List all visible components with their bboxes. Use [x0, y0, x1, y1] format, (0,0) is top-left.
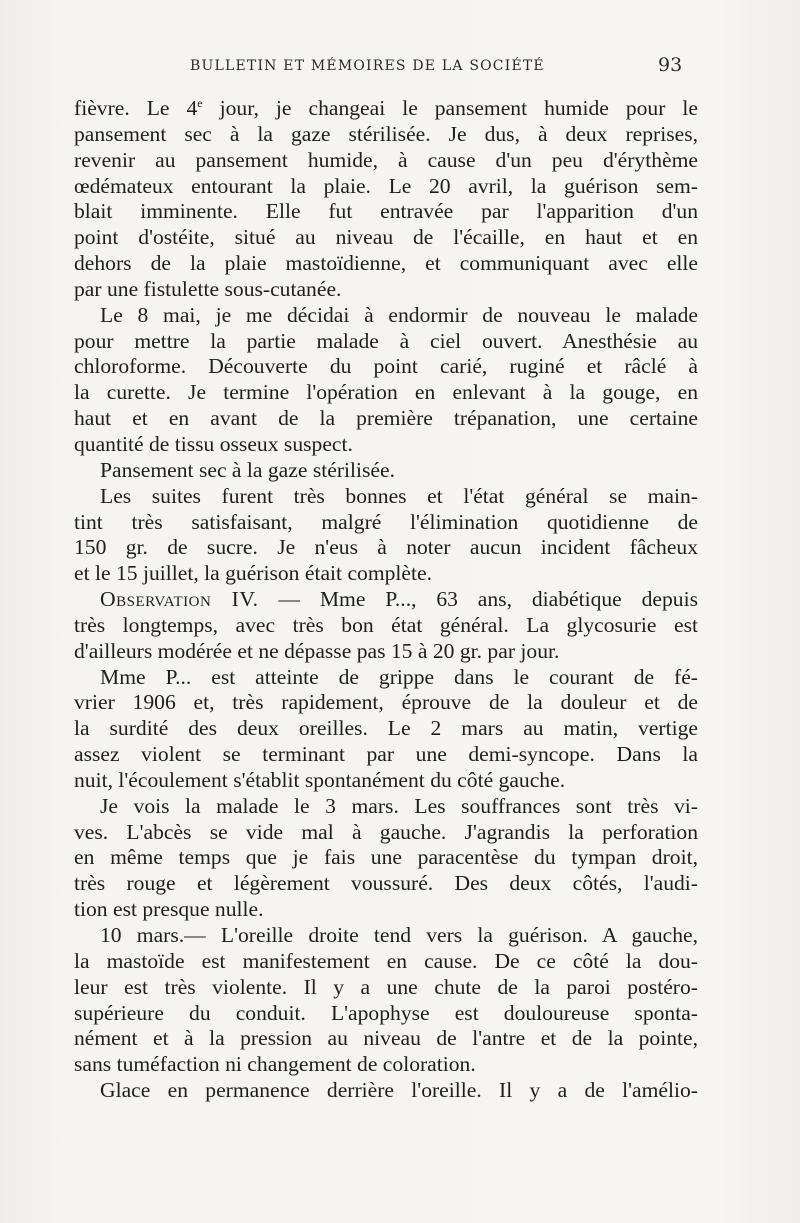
- text-line: haut et en avant de la première trépanation, une certaine: [74, 406, 698, 431]
- text-line: quantité de tissu osseux suspect.: [74, 431, 353, 456]
- text-line: en même temps que je fais une paracentèse du tympan droit,: [74, 845, 698, 870]
- text-line: fièvre. Le 4e jour, je changeai le pansement humide pour le: [74, 96, 698, 120]
- text-line: 150 gr. de sucre. Je n'eus à noter aucun incident fâcheux: [74, 535, 698, 560]
- running-head: [0, 54, 800, 82]
- text-line: blait imminente. Elle fut entravée par l'apparition d'un: [74, 199, 698, 224]
- text-line: nuit, l'écoulement s'établit spontanément du côté gauche.: [74, 767, 566, 792]
- text-line: ves. L'abcès se vide mal à gauche. J'agrandis la perforation: [74, 819, 698, 844]
- text-line: tion est presque nulle.: [74, 897, 264, 922]
- text-line: par une fistulette sous-cutanée.: [74, 276, 342, 301]
- text-line: Mme P... est atteinte de grippe dans le courant de fé-: [100, 664, 698, 689]
- text-line: point d'ostéite, situé au niveau de l'écaille, en haut et en: [74, 225, 698, 250]
- text-line: sans tuméfaction ni changement de coloration.: [74, 1052, 476, 1077]
- text-line: la mastoïde est manifestement en cause. De ce côté la dou-: [74, 948, 698, 973]
- text-line: nément et à la pression au niveau de l'antre et de la pointe,: [74, 1026, 698, 1051]
- text-line: assez violent se terminant par une demi-syncope. Dans la: [74, 742, 698, 767]
- text-line: supérieure du conduit. L'apophyse est douloureuse sponta-: [74, 1000, 698, 1025]
- text-line: tint très satisfaisant, malgré l'élimination quotidienne de: [74, 509, 698, 534]
- page-number: 93: [658, 54, 683, 76]
- text-line: dehors de la plaie mastoïdienne, et communiquant avec elle: [74, 251, 698, 276]
- text-line: pansement sec à la gaze stérilisée. Je dus, à deux reprises,: [74, 121, 698, 146]
- observation-heading-line: Observation IV. — Mme P..., 63 ans, diabétique depuis: [100, 587, 698, 612]
- text-line: Les suites furent très bonnes et l'état général se main-: [100, 483, 698, 508]
- text-line: Pansement sec à la gaze stérilisée.: [100, 457, 395, 482]
- text-line: Glace en permanence derrière l'oreille. Il y a de l'amélio-: [100, 1078, 698, 1103]
- text-line: la surdité des deux oreilles. Le 2 mars au matin, vertige: [74, 716, 698, 741]
- text-line: chloroforme. Découverte du point carié, ruginé et râclé à: [74, 354, 698, 379]
- text-line: œdémateux entourant la plaie. Le 20 avril, la guérison sem-: [74, 173, 698, 198]
- text-line: très longtemps, avec très bon état général. La glycosurie est: [74, 612, 698, 637]
- text-line: et le 15 juillet, la guérison était complète.: [74, 561, 432, 586]
- text-line: leur est très violente. Il y a une chute de la paroi postéro-: [74, 974, 698, 999]
- text-line: 10 mars.— L'oreille droite tend vers la guérison. A gauche,: [100, 923, 698, 947]
- observation-heading: Observation IV.: [100, 587, 259, 612]
- text-line: très rouge et légèrement voussuré. Des deux côtés, l'audi-: [74, 871, 698, 896]
- text-line: d'ailleurs modérée et ne dépasse pas 15 à 20 gr. par jour.: [74, 638, 560, 663]
- text-line: la curette. Je termine l'opération en enlevant à la gouge, en: [74, 380, 698, 405]
- body-text: [74, 96, 698, 1104]
- text-line: Le 8 mai, je me décidai à endormir de nouveau le malade: [100, 302, 698, 327]
- text-line: Je vois la malade le 3 mars. Les souffrances sont très vi-: [100, 793, 698, 818]
- text-line: vrier 1906 et, très rapidement, éprouve de la douleur et de: [74, 690, 698, 715]
- running-title: BULLETIN ET MÉMOIRES DE LA SOCIÉTÉ: [190, 58, 545, 74]
- text-line: pour mettre la partie malade à ciel ouvert. Anesthésie au: [74, 328, 698, 353]
- text-line: revenir au pansement humide, à cause d'un peu d'érythème: [74, 147, 698, 172]
